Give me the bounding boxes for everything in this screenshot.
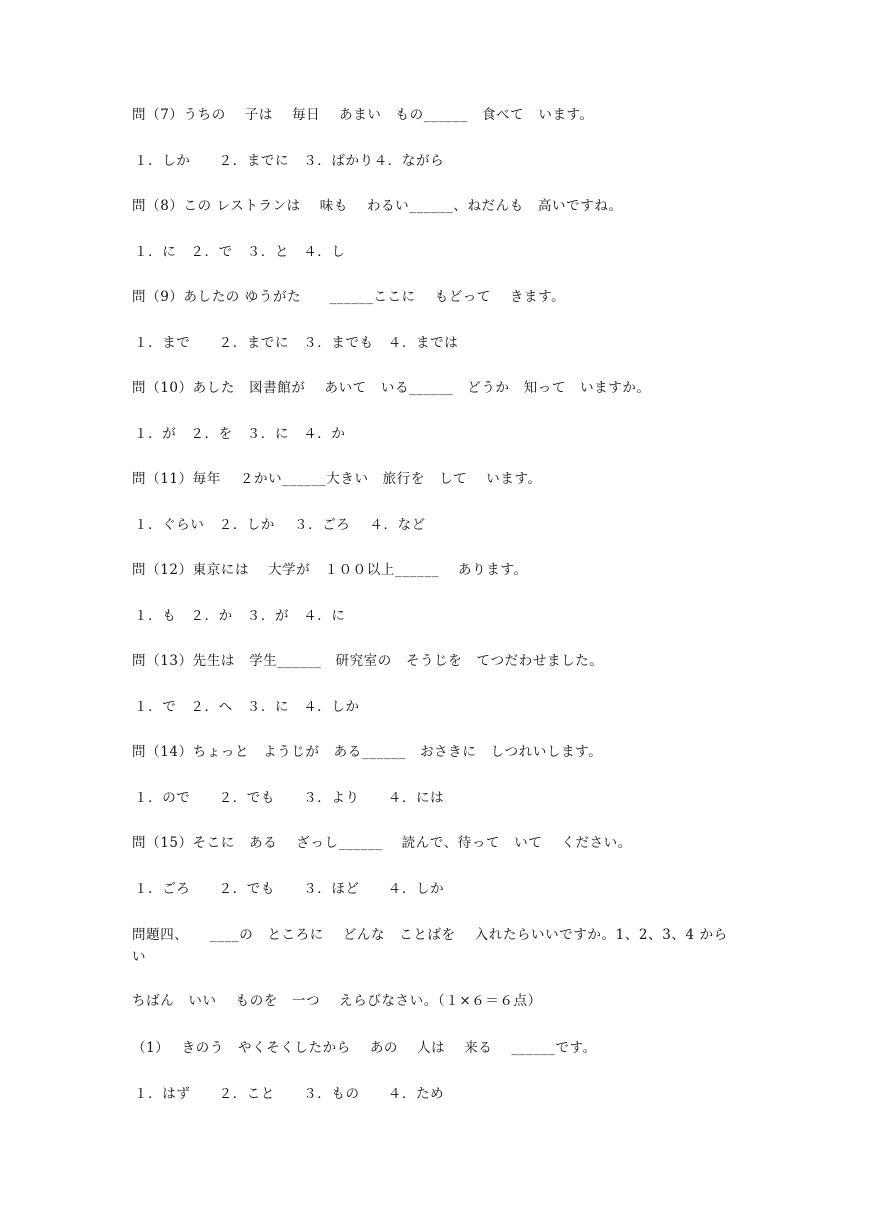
question-7: 問（7）うちの 子は 毎日 あまい もの______ 食べて います。: [132, 107, 594, 123]
options-11: １．ぐらい ２．しか ３．ごろ ４．など: [134, 517, 426, 533]
section4-options-1: １．はず ２．こと ３．もの ４．ため: [134, 1086, 445, 1102]
options-15: １．ごろ ２．でも ３．ほど ４．しか: [134, 881, 445, 897]
options-10: １．が ２．を ３．に ４．か: [134, 426, 346, 442]
options-13: １．で ２．へ ３．に ４．しか: [134, 699, 360, 715]
options-8: １．に ２．で ３．と ４．し: [134, 244, 346, 260]
question-14: 問（14）ちょっと ようじが ある______ おさきに しつれいします。: [132, 744, 603, 760]
section4-question-1: （1） きのう やくそくしたから あの 人は 来る ______です。: [132, 1040, 597, 1056]
question-12: 問（12）東京には 大学が １００以上______ あります。: [132, 562, 528, 578]
question-9: 問（9）あしたの ゆうがた ______ここに もどって きます。: [132, 289, 566, 305]
question-15: 問（15）そこに ある ざっし______ 読んで、待って いて ください。: [132, 835, 632, 851]
options-12: １．も ２．か ３．が ４．に: [134, 608, 346, 624]
options-7: １．しか ２．までに ３．ばかり４．ながら: [134, 153, 445, 169]
section4-heading: 問題四、 ____の ところに どんな ことばを 入れたらいいですか。1、2、3、4 から い: [132, 927, 742, 965]
question-11: 問（11）毎年 ２かい______大きい 旅行を して います。: [132, 471, 542, 487]
question-8: 問（8）この レストランは 味も わるい______、ねだんも 高いですね。: [132, 198, 623, 214]
section4-heading-continued: ちばん いい ものを 一つ えらびなさい。（１×６＝６点）: [132, 993, 542, 1009]
options-14: １．ので ２．でも ３．より ４．には: [134, 790, 445, 806]
question-10: 問（10）あした 図書館が あいて いる______ どうか 知って いますか。: [132, 380, 651, 396]
question-13: 問（13）先生は 学生______ 研究室の そうじを てつだわせました。: [132, 653, 604, 669]
options-9: １．まで ２．までに ３．までも ４．までは: [134, 335, 459, 351]
